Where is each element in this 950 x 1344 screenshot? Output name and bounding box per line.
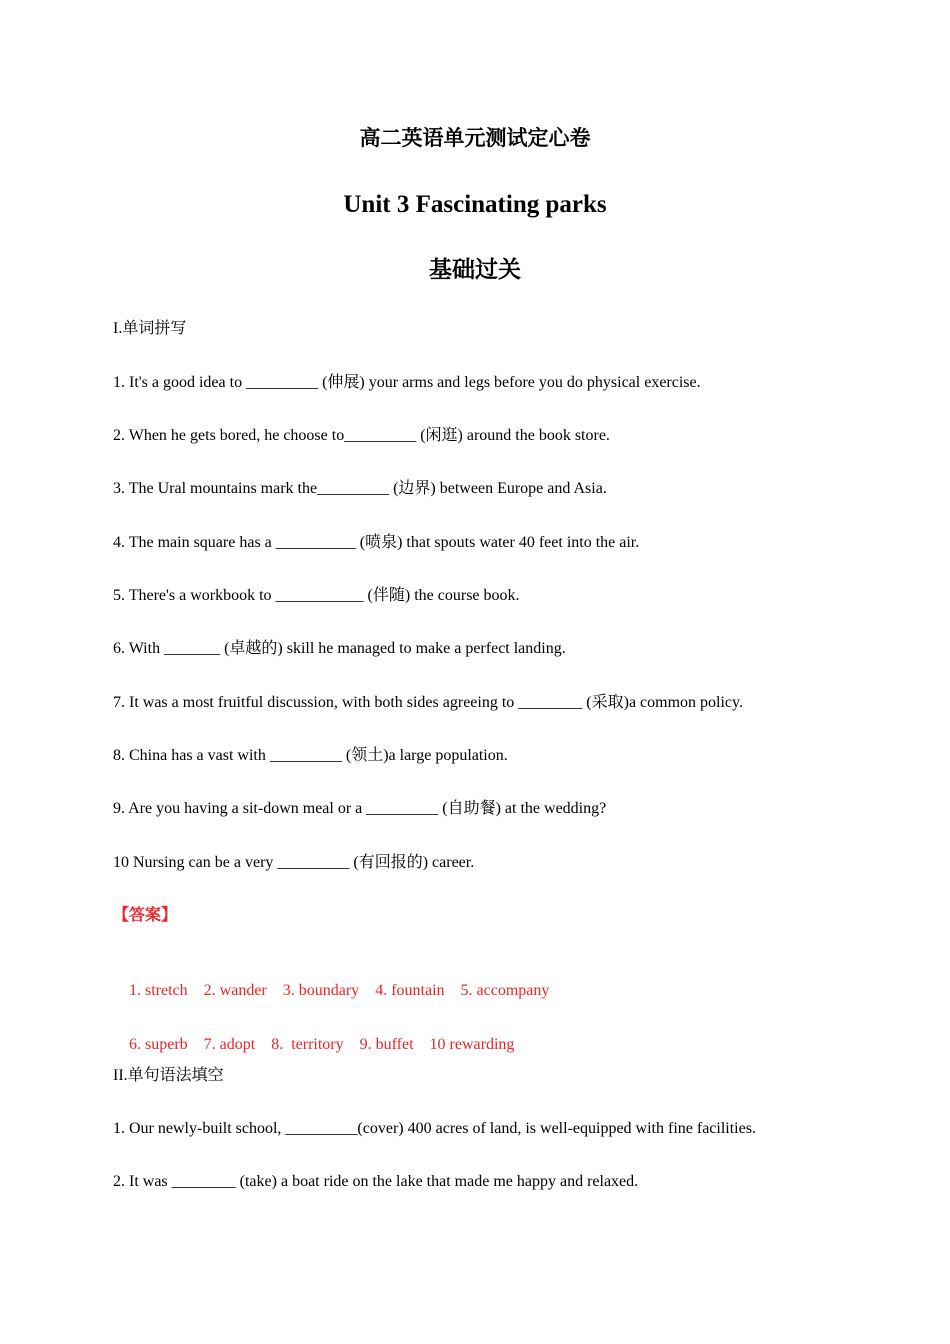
section1-question-6: 6. With _______ (卓越的) skill he managed to make a perfect landing.	[113, 640, 566, 657]
section2-question-1: 1. Our newly-built school, _________(cover) 400 acres of land, is well-equipped with fine facilities.	[113, 1120, 756, 1137]
section2-question-2: 2. It was ________ (take) a boat ride on the lake that made me happy and relaxed.	[113, 1173, 639, 1190]
section1-question-9: 9. Are you having a sit-down meal or a _________ (自助餐) at the wedding?	[113, 800, 607, 817]
answer-item: 8. territory	[271, 1036, 344, 1053]
section1-question-7: 7. It was a most fruitful discussion, with both sides agreeing to ________ (采取)a common policy.	[113, 694, 743, 711]
section1-heading: I.单词拼写	[113, 320, 187, 337]
answer-item: 2. wander	[203, 982, 267, 999]
answer-item: 10 rewarding	[429, 1036, 515, 1053]
answer-label: 【答案】	[113, 907, 178, 924]
section1-question-5: 5. There's a workbook to ___________ (伴随) the course book.	[113, 587, 520, 604]
section1-question-1: 1. It's a good idea to _________ (伸展) your arms and legs before you do physical exercise.	[113, 374, 701, 391]
answer-item: 1. stretch	[129, 982, 188, 999]
document-title-english: Unit 3 Fascinating parks	[343, 191, 607, 218]
section1-question-10: 10 Nursing can be a very _________ (有回报的) career.	[113, 854, 475, 871]
answer-item: 5. accompany	[460, 982, 550, 999]
section1-question-8: 8. China has a vast with _________ (领土)a large population.	[113, 747, 508, 764]
document-title-chinese: 高二英语单元测试定心卷	[359, 126, 591, 150]
answer-item: 9. buffet	[359, 1036, 414, 1053]
answer-item: 3. boundary	[282, 982, 360, 999]
section2-heading: II.单句语法填空	[113, 1067, 224, 1084]
answer-item: 6. superb	[129, 1036, 188, 1053]
section1-question-4: 4. The main square has a __________ (喷泉) that spouts water 40 feet into the air.	[113, 534, 640, 551]
document-subtitle: 基础过关	[429, 257, 521, 282]
answer-item: 4. fountain	[375, 982, 445, 999]
section1-question-3: 3. The Ural mountains mark the_________ (边界) between Europe and Asia.	[113, 480, 607, 497]
answer-item: 7. adopt	[203, 1036, 256, 1053]
section1-question-2: 2. When he gets bored, he choose to_________ (闲逛) around the book store.	[113, 427, 610, 444]
